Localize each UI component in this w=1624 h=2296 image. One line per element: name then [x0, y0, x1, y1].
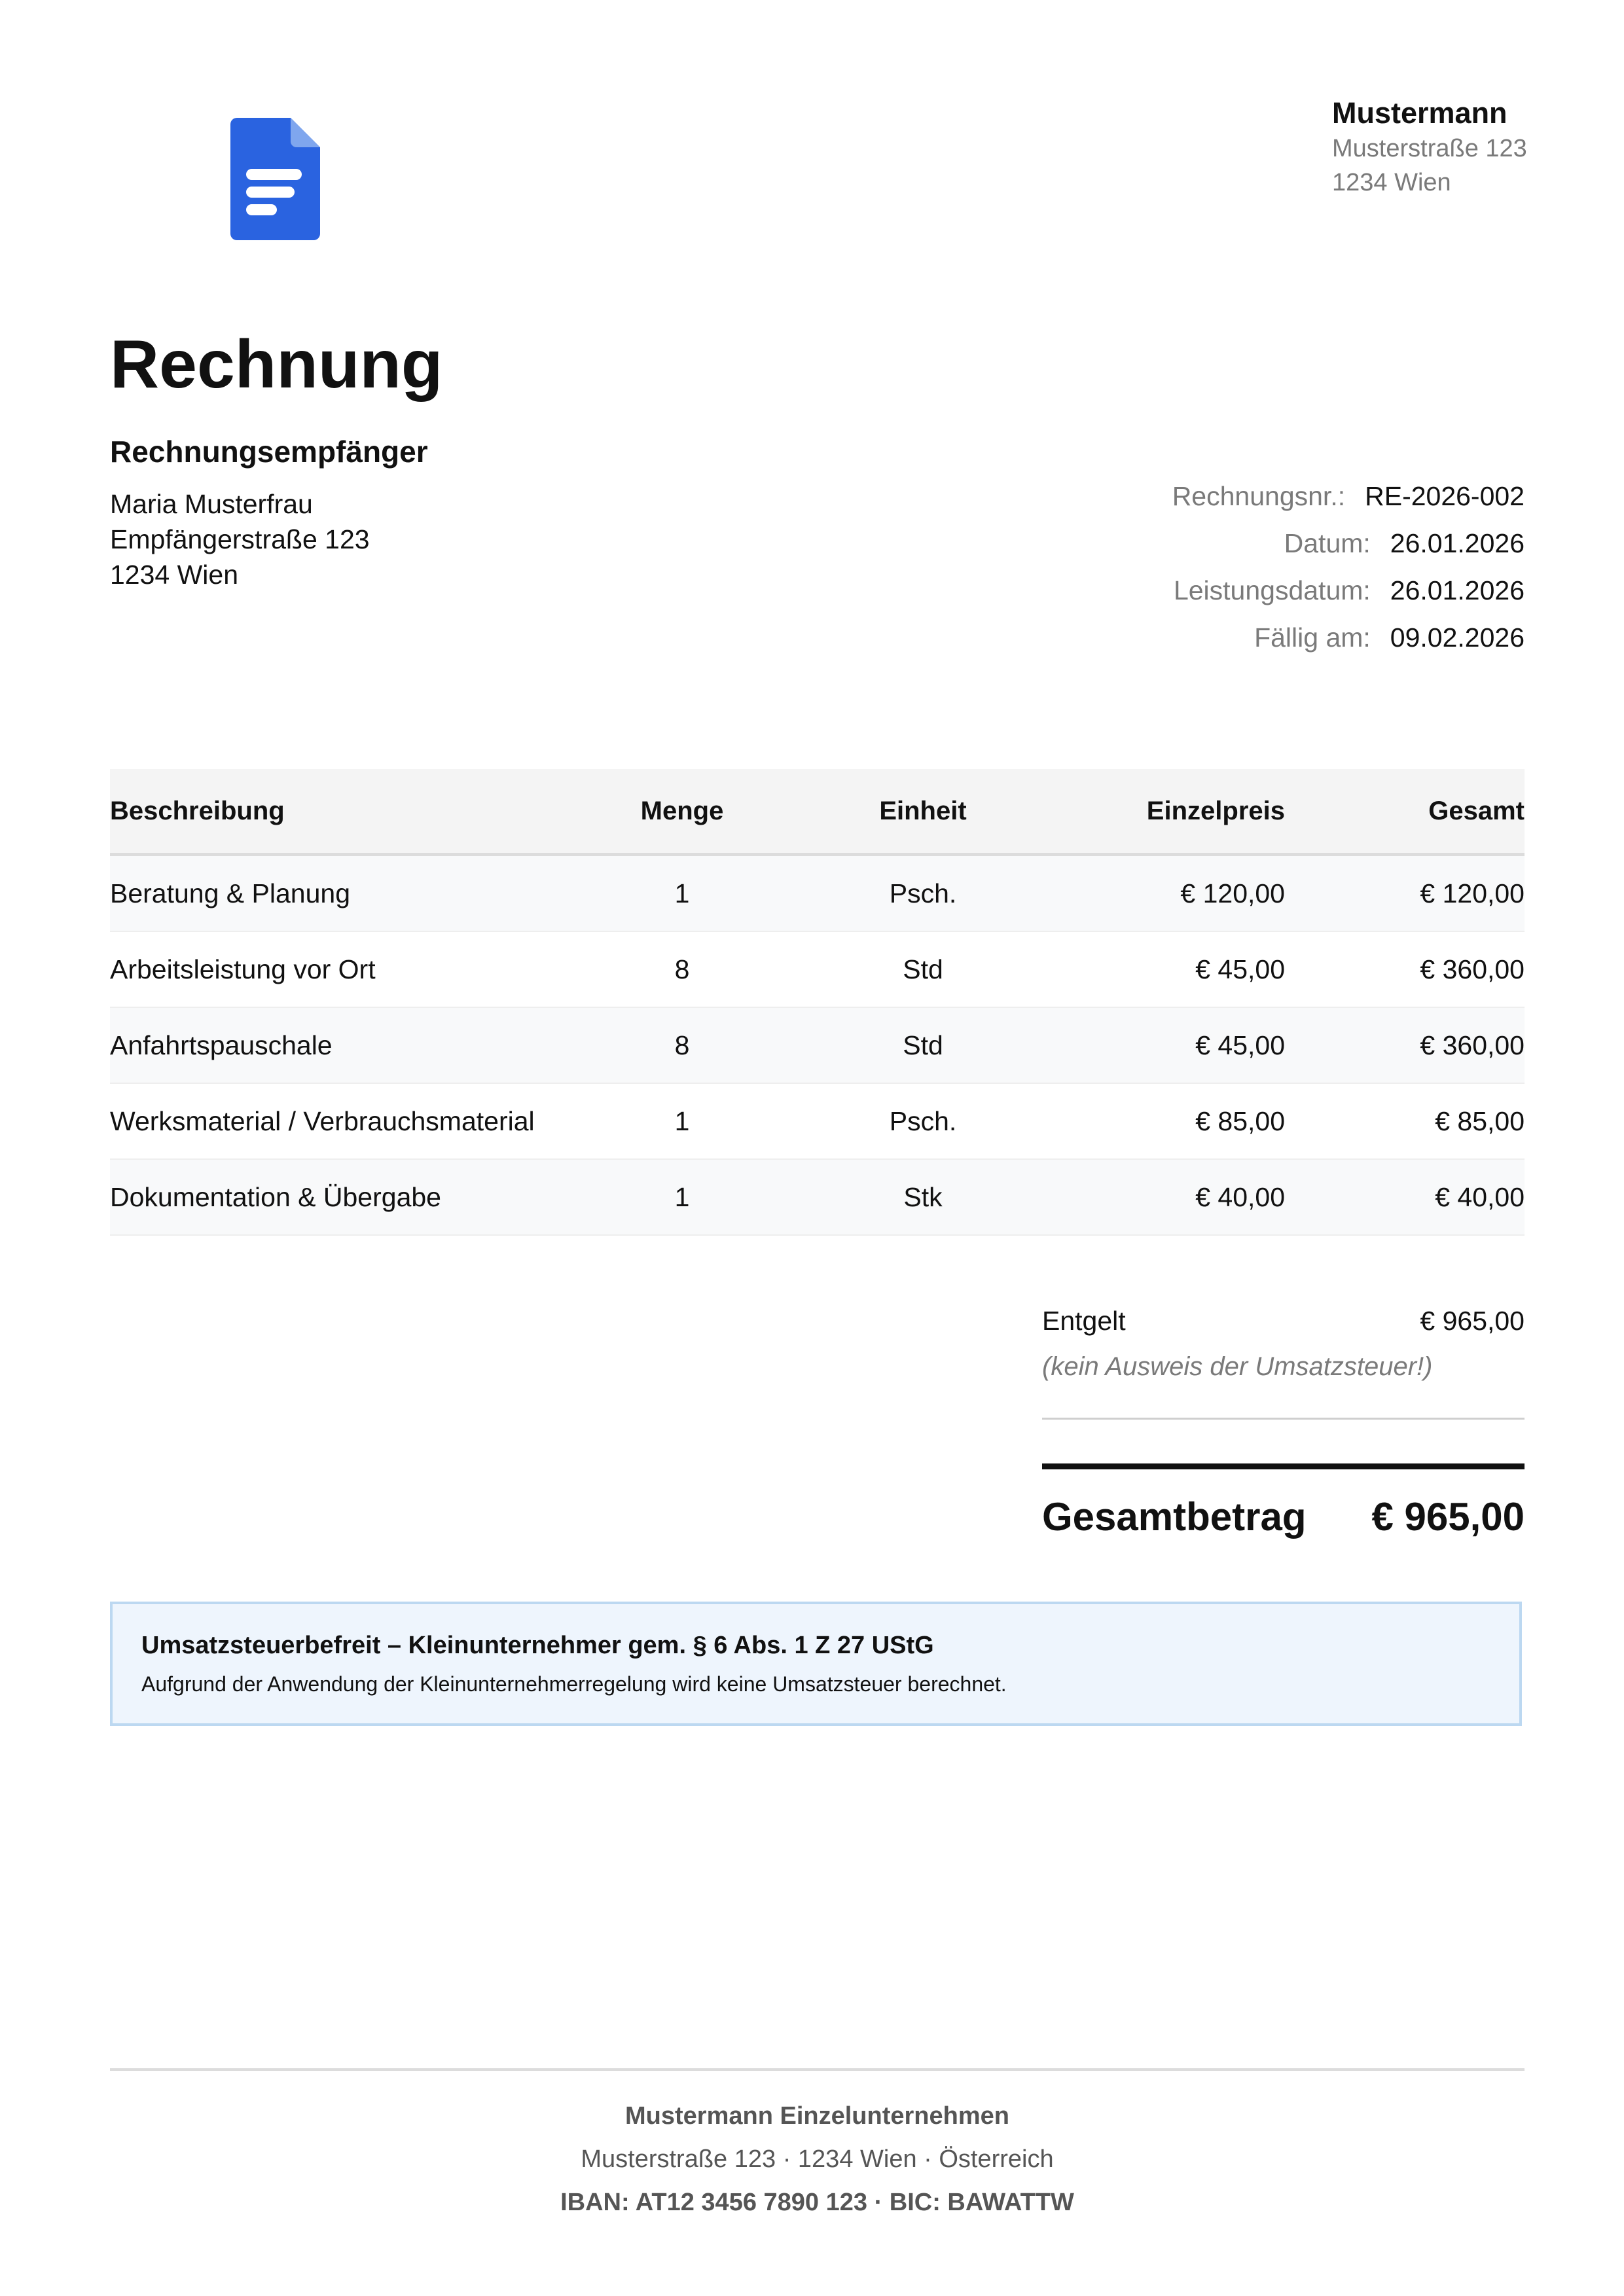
- cell-total: € 360,00: [1420, 1030, 1525, 1060]
- footer-divider: [110, 2068, 1525, 2071]
- invoice-number-label: Rechnungsnr.:: [1172, 481, 1346, 511]
- divider-thick: [1042, 1463, 1525, 1469]
- header-unit: Einheit: [879, 796, 967, 825]
- notice-title: Umsatzsteuerbefreit – Kleinunternehmer gem. § 6 Abs. 1 Z 27 UStG: [141, 1632, 934, 1659]
- header-unit-price: Einzelpreis: [1146, 796, 1285, 825]
- cell-unit-price: € 45,00: [1195, 1030, 1285, 1060]
- due-date-row: [1001, 622, 1525, 670]
- cell-quantity: 8: [674, 954, 690, 984]
- footer-address: Musterstraße 123 · 1234 Wien · Österreich: [581, 2145, 1054, 2173]
- subtotal-row: [1042, 1302, 1525, 1339]
- cell-unit: Std: [903, 954, 943, 984]
- table-row: [110, 1160, 1525, 1236]
- cell-unit: Stk: [903, 1181, 943, 1212]
- sender-name: Mustermann: [1332, 96, 1507, 130]
- invoice-date-value: 26.01.2026: [1390, 528, 1525, 558]
- document-icon: [230, 118, 320, 240]
- table-row: [110, 1084, 1525, 1160]
- cell-description: Beratung & Planung: [110, 878, 350, 908]
- cell-unit-price: € 45,00: [1195, 954, 1285, 984]
- invoice-meta: [1001, 481, 1525, 670]
- subtotal-label: Entgelt: [1042, 1306, 1126, 1336]
- table-row: [110, 1008, 1525, 1084]
- invoice-date-label: Datum:: [1284, 528, 1371, 558]
- page-title: Rechnung: [110, 327, 443, 403]
- cell-total: € 85,00: [1435, 1105, 1525, 1136]
- cell-unit-price: € 120,00: [1180, 878, 1285, 908]
- cell-quantity: 1: [674, 878, 690, 908]
- line-items-table: [110, 769, 1525, 1236]
- due-date-value: 09.02.2026: [1390, 622, 1525, 653]
- sender-city: 1234 Wien: [1332, 169, 1451, 196]
- footer: [110, 2094, 1525, 2224]
- header-description: Beschreibung: [110, 796, 285, 825]
- grand-total-row: [1042, 1494, 1525, 1539]
- cell-description: Dokumentation & Übergabe: [110, 1181, 441, 1212]
- cell-description: Anfahrtspauschale: [110, 1030, 333, 1060]
- footer-bank-details: IBAN: AT12 3456 7890 123 · BIC: BAWATTW: [560, 2189, 1074, 2216]
- tax-exemption-notice: [110, 1602, 1522, 1726]
- cell-unit: Psch.: [889, 1105, 957, 1136]
- cell-unit-price: € 85,00: [1195, 1105, 1285, 1136]
- due-date-label: Fällig am:: [1254, 622, 1371, 653]
- notice-text: Aufgrund der Anwendung der Kleinunternehmerregelung wird keine Umsatzsteuer berechnet.: [141, 1672, 1007, 1696]
- table-row: [110, 932, 1525, 1008]
- cell-unit: Std: [903, 1030, 943, 1060]
- divider: [1042, 1418, 1525, 1420]
- header-total: Gesamt: [1428, 796, 1525, 825]
- cell-total: € 40,00: [1435, 1181, 1525, 1212]
- invoice-date-row: [1001, 528, 1525, 575]
- cell-quantity: 1: [674, 1181, 690, 1212]
- subtotal-value: € 965,00: [1420, 1306, 1525, 1336]
- cell-unit-price: € 40,00: [1195, 1181, 1285, 1212]
- sender-street: Musterstraße 123: [1332, 135, 1527, 162]
- recipient-city: 1234 Wien: [110, 560, 239, 590]
- header-quantity: Menge: [640, 796, 724, 825]
- cell-quantity: 1: [674, 1105, 690, 1136]
- invoice-number-row: [1001, 481, 1525, 528]
- cell-unit: Psch.: [889, 878, 957, 908]
- recipient-street: Empfängerstraße 123: [110, 524, 370, 554]
- vat-note: (kein Ausweis der Umsatzsteuer!): [1042, 1352, 1433, 1381]
- cell-quantity: 8: [674, 1030, 690, 1060]
- sender-block: [1332, 95, 1528, 200]
- totals-block: [1042, 1302, 1525, 1539]
- service-date-row: [1001, 575, 1525, 622]
- footer-company: Mustermann Einzelunternehmen: [625, 2102, 1009, 2130]
- invoice-number-value: RE-2026-002: [1365, 481, 1525, 511]
- cell-total: € 120,00: [1420, 878, 1525, 908]
- service-date-label: Leistungsdatum:: [1173, 575, 1371, 605]
- grand-total-value: € 965,00: [1371, 1495, 1525, 1539]
- service-date-value: 26.01.2026: [1390, 575, 1525, 605]
- recipient-name: Maria Musterfrau: [110, 489, 313, 519]
- grand-total-label: Gesamtbetrag: [1042, 1495, 1307, 1539]
- recipient-heading: Rechnungsempfänger: [110, 435, 428, 469]
- cell-description: Arbeitsleistung vor Ort: [110, 954, 376, 984]
- cell-total: € 360,00: [1420, 954, 1525, 984]
- cell-description: Werksmaterial / Verbrauchsmaterial: [110, 1105, 535, 1136]
- table-header: [110, 769, 1525, 856]
- recipient-block: [110, 486, 370, 592]
- table-row: [110, 856, 1525, 932]
